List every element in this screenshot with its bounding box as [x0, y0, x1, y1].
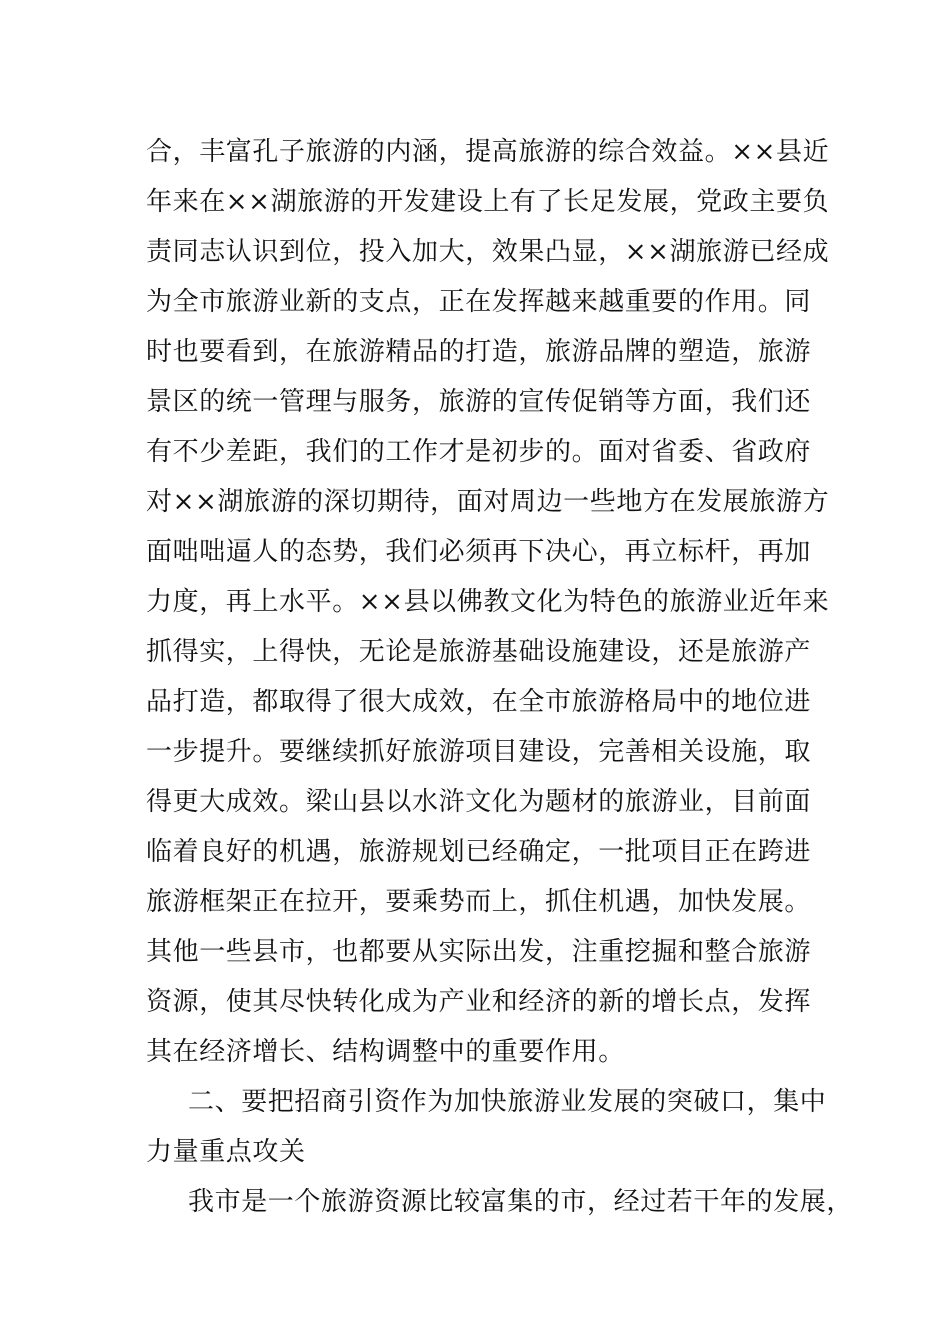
- body-text: [146, 127, 854, 1227]
- text-line: 一步提升。要继续抓好旅游项目建设，完善相关设施，取: [146, 737, 812, 767]
- text-line: 抓得实，上得快，无论是旅游基础设施建设，还是旅游产: [146, 637, 812, 667]
- text-line: 景区的统一管理与服务，旅游的宣传促销等方面，我们还: [146, 387, 812, 417]
- text-line: 对××湖旅游的深切期待，面对周边一些地方在发展旅游方: [146, 487, 830, 517]
- section-heading-line: 力量重点攻关: [146, 1137, 306, 1167]
- text-line: 责同志认识到位，投入加大，效果凸显，××湖旅游已经成: [146, 237, 830, 267]
- text-line: 合，丰富孔子旅游的内涵，提高旅游的综合效益。××县近: [146, 137, 830, 167]
- text-line: 面咄咄逼人的态势，我们必须再下决心，再立标杆，再加: [146, 537, 812, 567]
- text-line: 为全市旅游业新的支点，正在发挥越来越重要的作用。同: [146, 287, 812, 317]
- text-line: 资源，使其尽快转化成为产业和经济的新的增长点，发挥: [146, 987, 812, 1017]
- text-line: 品打造，都取得了很大成效，在全市旅游格局中的地位进: [146, 687, 812, 717]
- text-line: 临着良好的机遇，旅游规划已经确定，一批项目正在跨进: [146, 837, 812, 867]
- text-line: 其在经济增长、结构调整中的重要作用。: [146, 1037, 625, 1067]
- paragraph-first-line: 我市是一个旅游资源比较富集的市，经过若干年的发展，: [188, 1187, 854, 1217]
- section-heading-line: 二、要把招商引资作为加快旅游业发展的突破口，集中: [188, 1087, 827, 1117]
- text-line: 旅游框架正在拉开，要乘势而上，抓住机遇，加快发展。: [146, 887, 812, 917]
- text-line: 有不少差距，我们的工作才是初步的。面对省委、省政府: [146, 437, 812, 467]
- text-line: 年来在××湖旅游的开发建设上有了长足发展，党政主要负: [146, 187, 830, 217]
- text-line: 力度，再上水平。××县以佛教文化为特色的旅游业近年来: [146, 587, 830, 617]
- text-line: 得更大成效。梁山县以水浒文化为题材的旅游业，目前面: [146, 787, 812, 817]
- text-line: 时也要看到，在旅游精品的打造，旅游品牌的塑造，旅游: [146, 337, 812, 367]
- text-line: 其他一些县市，也都要从实际出发，注重挖掘和整合旅游: [146, 937, 812, 967]
